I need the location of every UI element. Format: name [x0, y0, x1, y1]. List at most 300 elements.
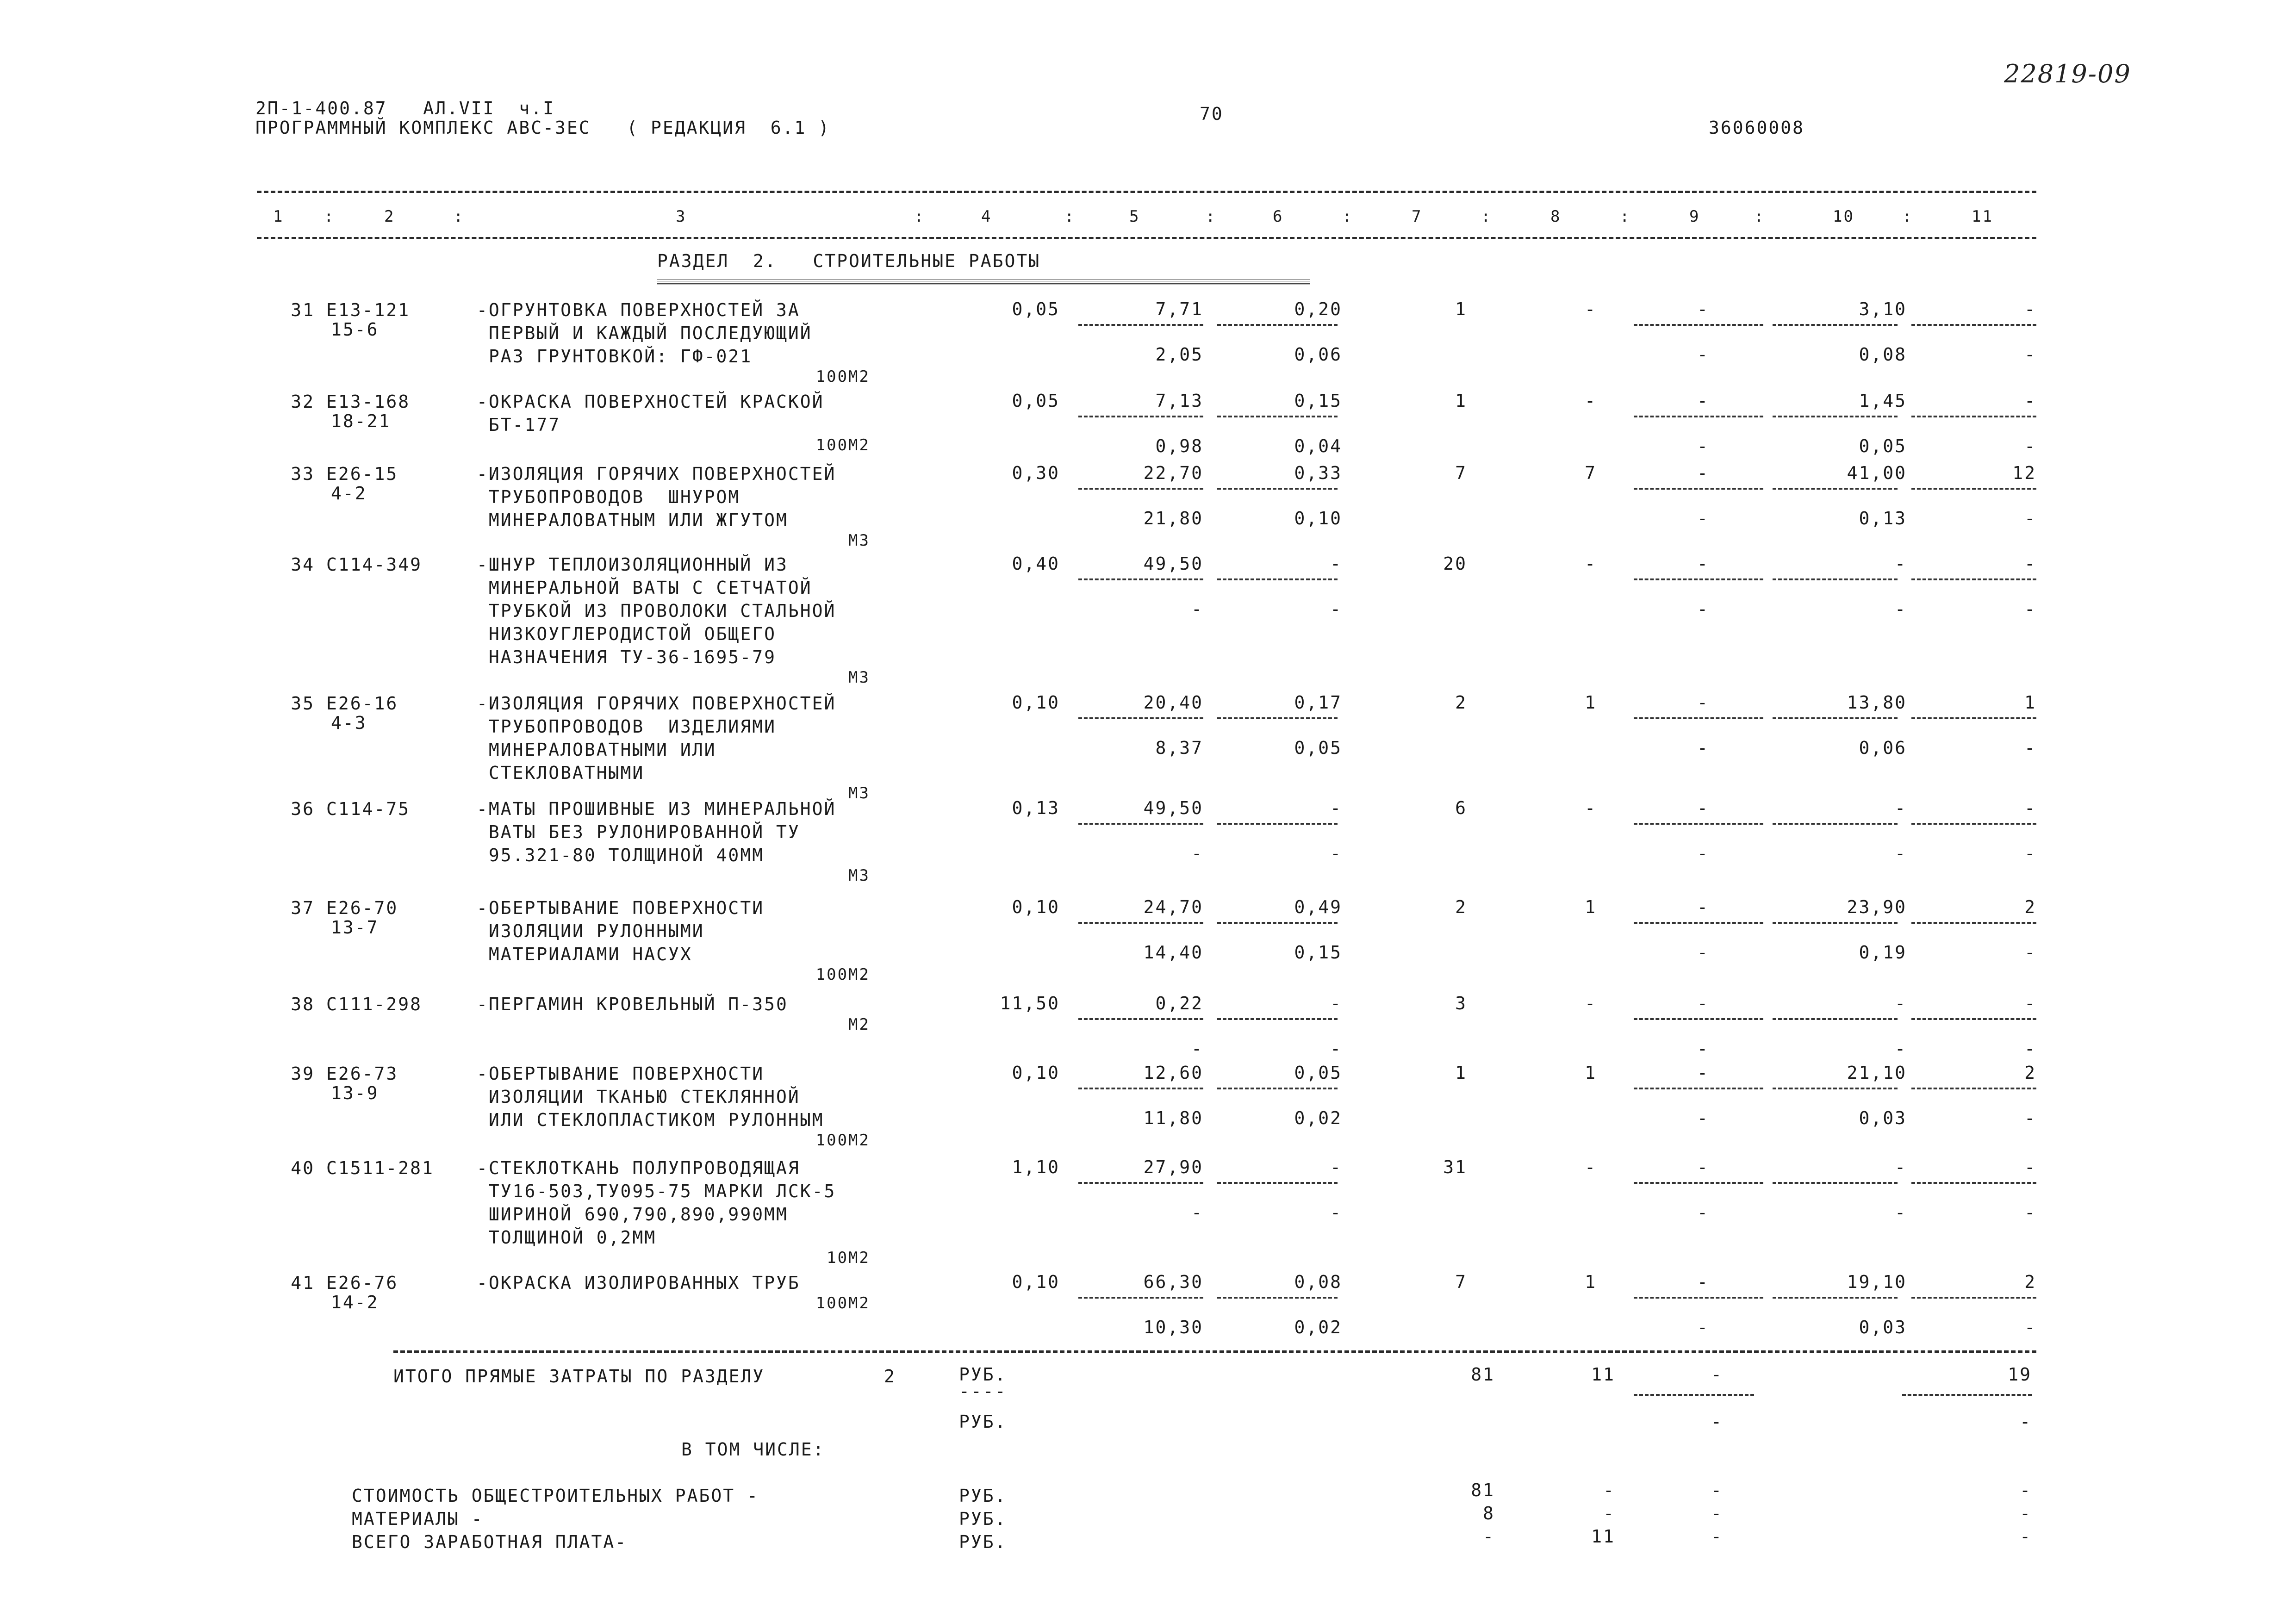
totals-currency-dash: ----: [959, 1381, 1007, 1401]
column-number: 11: [1972, 207, 1993, 226]
machinist-wages: -: [1697, 344, 1709, 365]
total-machines: -: [1697, 1272, 1709, 1292]
machinist-wages: -: [1697, 843, 1709, 864]
machinist-wages: -: [1697, 1108, 1709, 1128]
machinist-wages: -: [1697, 1317, 1709, 1337]
cell-rule: [1911, 922, 2036, 924]
breakdown-col9: -: [1711, 1503, 1723, 1524]
cell-rule: [1773, 922, 1898, 924]
machinist-wages: -: [1697, 738, 1709, 758]
column-number: 10: [1833, 207, 1854, 226]
total-wages: 1: [1585, 1272, 1597, 1292]
column-separator: :: [1754, 207, 1765, 226]
work-description: ВАТЫ БЕЗ РУЛОНИРОВАННОЙ ТУ: [477, 822, 800, 842]
column-separator: :: [1481, 207, 1492, 226]
cell-rule: [1078, 324, 1203, 326]
total-cost: 1: [1455, 391, 1467, 411]
row-number: 32: [291, 392, 315, 412]
machinist-wages: -: [1697, 436, 1709, 456]
quantity: 0,40: [1012, 553, 1060, 574]
total-cost: 20: [1443, 553, 1467, 574]
work-description: ТРУБОПРОВОДОВ ШНУРОМ: [477, 487, 740, 507]
labor-per-unit: -: [1895, 1202, 1907, 1223]
cell-rule: [1078, 1297, 1203, 1299]
breakdown-currency: РУБ.: [959, 1532, 1007, 1552]
totals-currency-2: РУБ.: [959, 1412, 1007, 1432]
quantity: 1,10: [1012, 1157, 1060, 1177]
cell-rule: [1773, 1018, 1898, 1020]
total-wages: 1: [1585, 1063, 1597, 1083]
totals-currency: РУБ.: [959, 1364, 1007, 1385]
breakdown-col8: -: [1603, 1480, 1615, 1500]
rate-code: С114-75: [326, 799, 411, 819]
unit-cost-machines: -: [1330, 1157, 1342, 1177]
quantity: 0,05: [1012, 391, 1060, 411]
section-underline: [657, 280, 1310, 285]
breakdown-currency: РУБ.: [959, 1509, 1007, 1529]
column-number: 2: [384, 207, 395, 226]
machinist-labor: -: [2024, 1317, 2036, 1337]
breakdown-col7: 81: [1471, 1480, 1495, 1500]
labor-per-unit: -: [1895, 1038, 1907, 1059]
total-wages: -: [1585, 299, 1597, 319]
unit-cost-machines: 0,17: [1294, 692, 1342, 713]
unit-cost-total: 7,13: [1155, 391, 1203, 411]
cell-rule: [1911, 1018, 2036, 1020]
totals-col9: -: [1711, 1364, 1723, 1385]
labor-per-unit: 0,05: [1859, 436, 1907, 456]
unit-cost-machines: 0,49: [1294, 897, 1342, 917]
work-description: -ПЕРГАМИН КРОВЕЛЬНЫЙ П-350: [477, 994, 788, 1014]
total-cost: 7: [1455, 463, 1467, 483]
unit-of-measure: М3: [848, 784, 870, 802]
row-number: 39: [291, 1063, 315, 1084]
cell-rule: [1078, 416, 1203, 417]
unit-of-measure: 100М2: [815, 367, 870, 386]
unit-cost-machinist-wages: -: [1330, 1202, 1342, 1223]
breakdown-col11: -: [2020, 1480, 2032, 1500]
rate-code: Е26-76: [326, 1273, 398, 1293]
total-cost: 1: [1455, 299, 1467, 319]
column-number: 5: [1129, 207, 1140, 226]
top-rule: [257, 191, 2036, 193]
header-rule: [257, 237, 2036, 239]
quantity: 0,10: [1012, 1272, 1060, 1292]
quantity: 0,10: [1012, 692, 1060, 713]
total-wages: 1: [1585, 692, 1597, 713]
labor-workers: 19,10: [1847, 1272, 1907, 1292]
column-separator: :: [1206, 207, 1217, 226]
unit-cost-total: 49,50: [1143, 798, 1203, 818]
unit-of-measure: М3: [848, 531, 870, 550]
rate-subcode: 13-7: [331, 917, 379, 938]
cell-rule: [1911, 488, 2036, 490]
archive-stamp: 22819-09: [2004, 59, 2131, 88]
totals-col9-rule: [1634, 1394, 1754, 1396]
cell-rule: [1911, 416, 2036, 417]
quantity: 0,30: [1012, 463, 1060, 483]
work-description: ТРУБКОЙ ИЗ ПРОВОЛОКИ СТАЛЬНОЙ: [477, 601, 836, 621]
breakdown-col11: -: [2020, 1526, 2032, 1547]
breakdown-col8: 11: [1591, 1526, 1615, 1547]
cell-rule: [1911, 324, 2036, 326]
total-machines: -: [1697, 1063, 1709, 1083]
unit-cost-machines: 0,15: [1294, 391, 1342, 411]
work-description: МИНЕРАЛОВАТНЫМИ ИЛИ: [477, 740, 716, 760]
unit-cost-machinist-wages: 0,04: [1294, 436, 1342, 456]
total-machines: -: [1697, 993, 1709, 1014]
labor-machinists: -: [2024, 299, 2036, 319]
total-wages: 7: [1585, 463, 1597, 483]
breakdown-col7: -: [1483, 1526, 1495, 1547]
labor-machinists: -: [2024, 1157, 2036, 1177]
cell-rule: [1217, 1018, 1338, 1020]
column-separator: :: [454, 207, 465, 226]
unit-of-measure: 100М2: [815, 1294, 870, 1312]
work-description: МИНЕРАЛЬНОЙ ВАТЫ С СЕТЧАТОЙ: [477, 578, 812, 598]
machinist-wages: -: [1697, 1202, 1709, 1223]
row-number: 36: [291, 799, 315, 819]
including-label: В ТОМ ЧИСЛЕ:: [681, 1439, 825, 1460]
labor-machinists: -: [2024, 993, 2036, 1014]
unit-cost-total: 27,90: [1143, 1157, 1203, 1177]
column-separator: :: [1902, 207, 1913, 226]
cell-rule: [1078, 1018, 1203, 1020]
rate-code: С114-349: [326, 554, 423, 575]
total-wages: -: [1585, 1157, 1597, 1177]
work-description: -СТЕКЛОТКАНЬ ПОЛУПРОВОДЯЩАЯ: [477, 1158, 800, 1178]
unit-cost-wages: -: [1191, 599, 1203, 619]
cell-rule: [1911, 717, 2036, 719]
unit-cost-machines: 0,33: [1294, 463, 1342, 483]
total-wages: -: [1585, 993, 1597, 1014]
labor-machinists: -: [2024, 553, 2036, 574]
work-description: -ОБЕРТЫВАНИЕ ПОВЕРХНОСТИ: [477, 898, 765, 918]
cell-rule: [1634, 1182, 1763, 1184]
cell-rule: [1773, 823, 1898, 825]
row-number: 40: [291, 1158, 315, 1178]
quantity: 0,10: [1012, 1063, 1060, 1083]
unit-cost-wages: 2,05: [1155, 344, 1203, 365]
labor-machinists: 2: [2024, 897, 2036, 917]
rate-subcode: 4-3: [331, 713, 367, 733]
cell-rule: [1634, 717, 1763, 719]
cell-rule: [1911, 1297, 2036, 1299]
unit-cost-machines: 0,08: [1294, 1272, 1342, 1292]
cell-rule: [1217, 578, 1338, 580]
cell-rule: [1078, 578, 1203, 580]
cell-rule: [1217, 823, 1338, 825]
document-id: 36060008: [1709, 118, 1805, 138]
labor-machinists: 1: [2024, 692, 2036, 713]
cell-rule: [1634, 1018, 1763, 1020]
totals-col8: 11: [1591, 1364, 1615, 1385]
total-wages: -: [1585, 798, 1597, 818]
unit-cost-machinist-wages: 0,10: [1294, 508, 1342, 529]
total-wages: 1: [1585, 897, 1597, 917]
totals-col11: 19: [2008, 1364, 2032, 1385]
work-description: -ОБЕРТЫВАНИЕ ПОВЕРХНОСТИ: [477, 1063, 765, 1084]
work-description: -ШНУР ТЕПЛОИЗОЛЯЦИОННЫЙ ИЗ: [477, 554, 788, 575]
rate-code: Е13-121: [326, 300, 411, 320]
document-code: 2П-1-400.87 АЛ.VII ч.I: [255, 98, 555, 118]
total-machines: -: [1697, 692, 1709, 713]
unit-cost-wages: 21,80: [1143, 508, 1203, 529]
totals-label: ИТОГО ПРЯМЫЕ ЗАТРАТЫ ПО РАЗДЕЛУ: [393, 1366, 765, 1387]
breakdown-label: ВСЕГО ЗАРАБОТНАЯ ПЛАТА-: [352, 1532, 628, 1552]
machinist-labor: -: [2024, 1108, 2036, 1128]
column-number: 7: [1412, 207, 1423, 226]
unit-cost-machinist-wages: 0,06: [1294, 344, 1342, 365]
column-separator: :: [324, 207, 335, 226]
total-machines: -: [1697, 798, 1709, 818]
cell-rule: [1217, 488, 1338, 490]
machinist-labor: -: [2024, 508, 2036, 529]
total-machines: -: [1697, 391, 1709, 411]
rate-subcode: 18-21: [331, 411, 391, 431]
cell-rule: [1078, 488, 1203, 490]
total-cost: 3: [1455, 993, 1467, 1014]
breakdown-currency: РУБ.: [959, 1486, 1007, 1506]
breakdown-col7: 8: [1483, 1503, 1495, 1524]
totals-col9-b: -: [1711, 1412, 1723, 1432]
row-number: 38: [291, 994, 315, 1014]
cell-rule: [1773, 717, 1898, 719]
section-title: РАЗДЕЛ 2. СТРОИТЕЛЬНЫЕ РАБОТЫ: [657, 251, 1041, 271]
rate-code: Е26-16: [326, 693, 398, 714]
labor-per-unit: 0,19: [1859, 942, 1907, 963]
labor-workers: 1,45: [1859, 391, 1907, 411]
unit-cost-machinist-wages: -: [1330, 599, 1342, 619]
cell-rule: [1078, 1182, 1203, 1184]
quantity: 0,13: [1012, 798, 1060, 818]
cell-rule: [1217, 416, 1338, 417]
machinist-labor: -: [2024, 1202, 2036, 1223]
row-number: 41: [291, 1273, 315, 1293]
unit-cost-machines: -: [1330, 553, 1342, 574]
total-machines: -: [1697, 897, 1709, 917]
breakdown-col11: -: [2020, 1503, 2032, 1524]
unit-cost-wages: -: [1191, 843, 1203, 864]
breakdown-col8: -: [1603, 1503, 1615, 1524]
unit-cost-wages: 14,40: [1143, 942, 1203, 963]
cell-rule: [1634, 416, 1763, 417]
work-description: СТЕКЛОВАТНЫМИ: [477, 763, 645, 783]
rate-subcode: 13-9: [331, 1083, 379, 1103]
work-description: ШИРИНОЙ 690,790,890,990ММ: [477, 1204, 788, 1225]
cell-rule: [1217, 922, 1338, 924]
rate-subcode: 4-2: [331, 483, 367, 504]
rate-code: Е26-73: [326, 1063, 398, 1084]
totals-col11-rule: [1902, 1394, 2032, 1396]
machinist-labor: -: [2024, 738, 2036, 758]
rate-subcode: 14-2: [331, 1292, 379, 1312]
machinist-labor: -: [2024, 344, 2036, 365]
unit-cost-wages: 8,37: [1155, 738, 1203, 758]
labor-workers: -: [1895, 993, 1907, 1014]
unit-cost-wages: 0,98: [1155, 436, 1203, 456]
rate-code: Е26-70: [326, 898, 398, 918]
column-separator: :: [914, 207, 925, 226]
cell-rule: [1773, 1182, 1898, 1184]
unit-cost-total: 49,50: [1143, 553, 1203, 574]
cell-rule: [1911, 823, 2036, 825]
total-cost: 1: [1455, 1063, 1467, 1083]
cell-rule: [1773, 1297, 1898, 1299]
work-description: -МАТЫ ПРОШИВНЫЕ ИЗ МИНЕРАЛЬНОЙ: [477, 799, 836, 819]
breakdown-col9: -: [1711, 1480, 1723, 1500]
cell-rule: [1634, 324, 1763, 326]
unit-of-measure: 100М2: [815, 436, 870, 454]
unit-cost-total: 66,30: [1143, 1272, 1203, 1292]
unit-cost-wages: -: [1191, 1038, 1203, 1059]
cell-rule: [1078, 823, 1203, 825]
labor-workers: 21,10: [1847, 1063, 1907, 1083]
machinist-wages: -: [1697, 599, 1709, 619]
cell-rule: [1911, 578, 2036, 580]
cell-rule: [1634, 1088, 1763, 1089]
row-number: 35: [291, 693, 315, 714]
cell-rule: [1911, 1088, 2036, 1089]
labor-workers: 13,80: [1847, 692, 1907, 713]
total-cost: 31: [1443, 1157, 1467, 1177]
breakdown-col9: -: [1711, 1526, 1723, 1547]
work-description: ИЗОЛЯЦИИ ТКАНЬЮ СТЕКЛЯННОЙ: [477, 1087, 800, 1107]
cell-rule: [1773, 1088, 1898, 1089]
labor-machinists: -: [2024, 391, 2036, 411]
cell-rule: [1217, 324, 1338, 326]
work-description: -ОКРАСКА ПОВЕРХНОСТЕЙ КРАСКОЙ: [477, 392, 824, 412]
work-description: РАЗ ГРУНТОВКОЙ: ГФ-021: [477, 346, 753, 367]
unit-cost-machinist-wages: 0,15: [1294, 942, 1342, 963]
total-cost: 7: [1455, 1272, 1467, 1292]
unit-cost-total: 24,70: [1143, 897, 1203, 917]
column-number: 9: [1689, 207, 1700, 226]
labor-workers: -: [1895, 553, 1907, 574]
work-description: БТ-177: [477, 415, 561, 435]
unit-of-measure: М3: [848, 668, 870, 687]
labor-per-unit: -: [1895, 843, 1907, 864]
column-separator: :: [1342, 207, 1353, 226]
cell-rule: [1773, 578, 1898, 580]
labor-per-unit: 0,03: [1859, 1317, 1907, 1337]
machinist-labor: -: [2024, 843, 2036, 864]
total-cost: 2: [1455, 692, 1467, 713]
totals-col11-b: -: [2020, 1412, 2032, 1432]
column-number: 1: [273, 207, 284, 226]
unit-cost-wages: 11,80: [1143, 1108, 1203, 1128]
labor-per-unit: -: [1895, 599, 1907, 619]
total-wages: -: [1585, 391, 1597, 411]
total-cost: 6: [1455, 798, 1467, 818]
row-number: 37: [291, 898, 315, 918]
cell-rule: [1773, 324, 1898, 326]
work-description: МАТЕРИАЛАМИ НАСУХ: [477, 944, 692, 964]
work-description: ТУ16-503,ТУ095-75 МАРКИ ЛСК-5: [477, 1181, 836, 1201]
cell-rule: [1634, 1297, 1763, 1299]
unit-cost-machinist-wages: 0,02: [1294, 1317, 1342, 1337]
unit-cost-machinist-wages: -: [1330, 843, 1342, 864]
unit-cost-machines: 0,20: [1294, 299, 1342, 319]
labor-workers: 41,00: [1847, 463, 1907, 483]
labor-machinists: 2: [2024, 1063, 2036, 1083]
total-machines: -: [1697, 299, 1709, 319]
quantity: 11,50: [1000, 993, 1060, 1014]
column-number: 3: [676, 207, 687, 226]
labor-workers: 3,10: [1859, 299, 1907, 319]
labor-workers: -: [1895, 798, 1907, 818]
labor-workers: -: [1895, 1157, 1907, 1177]
labor-per-unit: 0,06: [1859, 738, 1907, 758]
unit-of-measure: М2: [848, 1015, 870, 1034]
rate-code: Е26-15: [326, 464, 398, 484]
column-number: 8: [1550, 207, 1562, 226]
cell-rule: [1217, 1182, 1338, 1184]
unit-cost-total: 20,40: [1143, 692, 1203, 713]
rate-code: Е13-168: [326, 392, 411, 412]
cell-rule: [1217, 1088, 1338, 1089]
work-description: НИЗКОУГЛЕРОДИСТОЙ ОБЩЕГО: [477, 624, 776, 644]
totals-rule: [393, 1350, 2036, 1353]
work-description: -ИЗОЛЯЦИЯ ГОРЯЧИХ ПОВЕРХНОСТЕЙ: [477, 693, 836, 714]
labor-per-unit: 0,08: [1859, 344, 1907, 365]
cell-rule: [1078, 922, 1203, 924]
cell-rule: [1634, 922, 1763, 924]
unit-cost-wages: 10,30: [1143, 1317, 1203, 1337]
work-description: -ОГРУНТОВКА ПОВЕРХНОСТЕЙ ЗА: [477, 300, 800, 320]
unit-cost-machinist-wages: -: [1330, 1038, 1342, 1059]
labor-machinists: 2: [2024, 1272, 2036, 1292]
work-description: ТРУБОПРОВОДОВ ИЗДЕЛИЯМИ: [477, 716, 776, 737]
total-machines: -: [1697, 463, 1709, 483]
machinist-labor: -: [2024, 1038, 2036, 1059]
breakdown-label: СТОИМОСТЬ ОБЩЕСТРОИТЕЛЬНЫХ РАБОТ -: [352, 1486, 759, 1506]
quantity: 0,05: [1012, 299, 1060, 319]
unit-cost-total: 7,71: [1155, 299, 1203, 319]
totals-section-no: 2: [884, 1366, 896, 1387]
totals-col7: 81: [1471, 1364, 1495, 1385]
unit-cost-total: 12,60: [1143, 1063, 1203, 1083]
page-number: 70: [1200, 104, 1224, 124]
labor-machinists: 12: [2012, 463, 2036, 483]
work-description: -ОКРАСКА ИЗОЛИРОВАННЫХ ТРУБ: [477, 1273, 800, 1293]
rate-code: С1511-281: [326, 1158, 434, 1178]
unit-cost-machinist-wages: 0,02: [1294, 1108, 1342, 1128]
total-machines: -: [1697, 553, 1709, 574]
unit-cost-wages: -: [1191, 1202, 1203, 1223]
total-machines: -: [1697, 1157, 1709, 1177]
cell-rule: [1773, 416, 1898, 417]
quantity: 0,10: [1012, 897, 1060, 917]
unit-cost-machinist-wages: 0,05: [1294, 738, 1342, 758]
labor-per-unit: 0,13: [1859, 508, 1907, 529]
program-name: ПРОГРАММНЫЙ КОМПЛЕКС АВС-ЗЕС ( РЕДАКЦИЯ 6.1 ): [255, 118, 831, 138]
rate-code: С111-298: [326, 994, 423, 1014]
unit-of-measure: М3: [848, 866, 870, 885]
unit-cost-machines: 0,05: [1294, 1063, 1342, 1083]
work-description: ИЗОЛЯЦИИ РУЛОННЫМИ: [477, 921, 704, 941]
row-number: 31: [291, 300, 315, 320]
unit-of-measure: 100М2: [815, 965, 870, 984]
total-wages: -: [1585, 553, 1597, 574]
breakdown-label: МАТЕРИАЛЫ -: [352, 1509, 484, 1529]
unit-cost-machines: -: [1330, 993, 1342, 1014]
unit-cost-total: 22,70: [1143, 463, 1203, 483]
cell-rule: [1217, 717, 1338, 719]
column-number: 4: [981, 207, 992, 226]
labor-per-unit: 0,03: [1859, 1108, 1907, 1128]
column-separator: :: [1620, 207, 1631, 226]
